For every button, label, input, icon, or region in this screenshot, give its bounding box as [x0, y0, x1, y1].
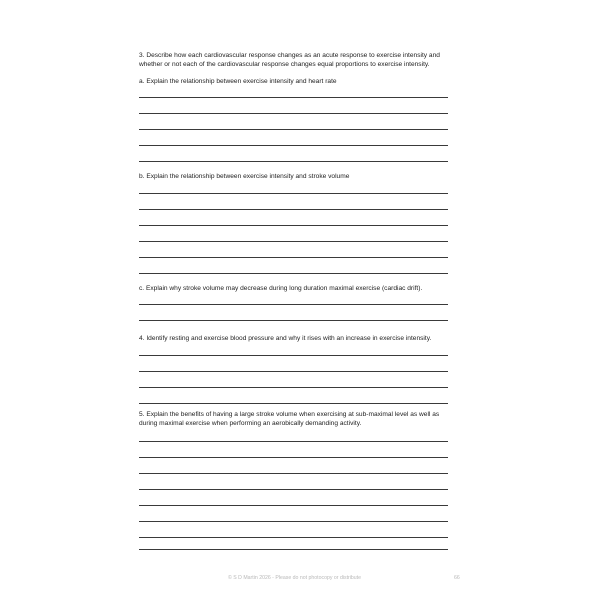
answer-line[interactable]	[139, 473, 448, 474]
page-number: 66	[454, 575, 460, 581]
question-3c: c. Explain why stroke volume may decrease during long duration maximal exercise (cardiac drift).	[139, 285, 423, 292]
answer-line[interactable]	[139, 387, 448, 388]
question-3a: a. Explain the relationship between exercise intensity and heart rate	[139, 78, 337, 85]
answer-line[interactable]	[139, 489, 448, 490]
answer-line[interactable]	[139, 457, 448, 458]
answer-line[interactable]	[139, 403, 448, 404]
answer-line[interactable]	[139, 273, 448, 274]
answer-line[interactable]	[139, 320, 448, 321]
question-3b: b. Explain the relationship between exercise intensity and stroke volume	[139, 173, 350, 180]
answer-line[interactable]	[139, 145, 448, 146]
answer-line[interactable]	[139, 505, 448, 506]
answer-line[interactable]	[139, 441, 448, 442]
answer-line[interactable]	[139, 161, 448, 162]
answer-line[interactable]	[139, 113, 448, 114]
answer-line[interactable]	[139, 193, 448, 194]
question-5: 5. Explain the benefits of having a large stroke volume when exercising at sub-maximal level as well as during maximal exercise when performing an aerobically demanding activity.	[139, 411, 440, 427]
answer-line[interactable]	[139, 521, 448, 522]
copyright-notice: © S D Martin 2026 - Please do not photocopy or distribute	[228, 575, 362, 581]
answer-line[interactable]	[139, 97, 448, 98]
question-4: 4. Identify resting and exercise blood pressure and why it rises with an increase in exercise intensity.	[139, 335, 432, 342]
answer-line[interactable]	[139, 355, 448, 356]
answer-line[interactable]	[139, 129, 448, 130]
question-3: 3. Describe how each cardiovascular response changes as an acute response to exercise intensity and whether or not each of the cardiovascular response changes equal proportions to exercise intensity.	[139, 52, 440, 68]
answer-line[interactable]	[139, 304, 448, 305]
answer-line[interactable]	[139, 209, 448, 210]
answer-line[interactable]	[139, 241, 448, 242]
answer-line[interactable]	[139, 371, 448, 372]
answer-line[interactable]	[139, 537, 448, 538]
answer-line[interactable]	[139, 225, 448, 226]
answer-line[interactable]	[139, 549, 448, 550]
answer-line[interactable]	[139, 257, 448, 258]
